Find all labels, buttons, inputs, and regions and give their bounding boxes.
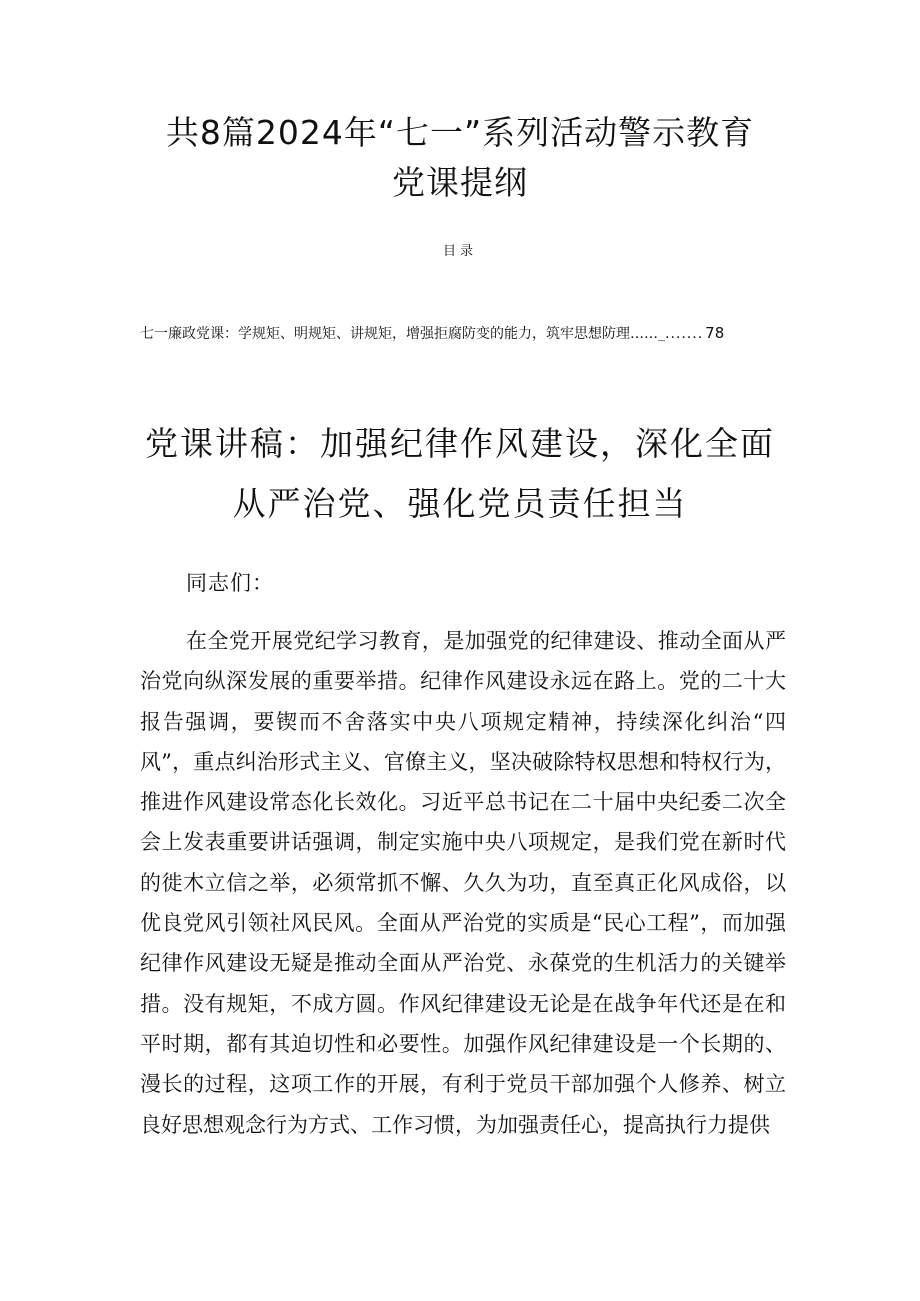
- document-title: [0, 108, 920, 208]
- toc-heading: 目录: [442, 244, 477, 259]
- toc-entry-text: 七一廉政党课：学规矩、明规矩、讲规矩，增强拒腐防变的能力，筑牢思想防理……_: [140, 326, 665, 342]
- toc-entry-leader: .......: [665, 326, 704, 342]
- salutation: 同志们：: [186, 571, 274, 595]
- document-title-line-2: 党课提纲: [392, 163, 528, 202]
- toc-entry[interactable]: [140, 321, 780, 346]
- toc-entry-page-number: 78: [705, 324, 725, 342]
- body-paragraph: 在全党开展党纪学习教育，是加强党的纪律建设、推动全面从严治党向纵深发展的重要举措。纪律作风建设永远在路上。党的二十大报告强调，要锲而不舍落实中央八项规定精神，持续深化纠治“四风”，重点纠治形式主义、官僚主义，坚决破除特权思想和特权行为，推进作风建设常态化长效化。习近平总书记在二十届中央纪委二次全会上发表重要讲话强调，制定实施中央八项规定，是我们党在新时代的徙木立信之举，必须常抓不懈、久久为功，直至真正化风成俗，以优良党风引领社风民风。全面从严治党的实质是“民心工程”，而加强纪律作风建设无疑是推动全面从严治党、永葆党的生机活力的关键举措。没有规矩，不成方圆。作风纪律建设无论是在战争年代还是在和平时期，都有其迫切性和必要性。加强作风纪律建设是一个长期的、漫长的过程，这项工作的开展，有利于党员干部加强个人修养、树立良好思想观念行为方式、工作习惯，为加强责任心，提高执行力提供: [140, 629, 786, 1137]
- document-title-line-1: 共8篇2024年“七一”系列活动警示教育: [165, 113, 755, 152]
- section-title: [0, 414, 920, 534]
- section-title-line-2: 从严治党、强化党员责任担当: [232, 484, 688, 523]
- section-title-line-1: 党课讲稿：加强纪律作风建设，深化全面: [145, 424, 775, 463]
